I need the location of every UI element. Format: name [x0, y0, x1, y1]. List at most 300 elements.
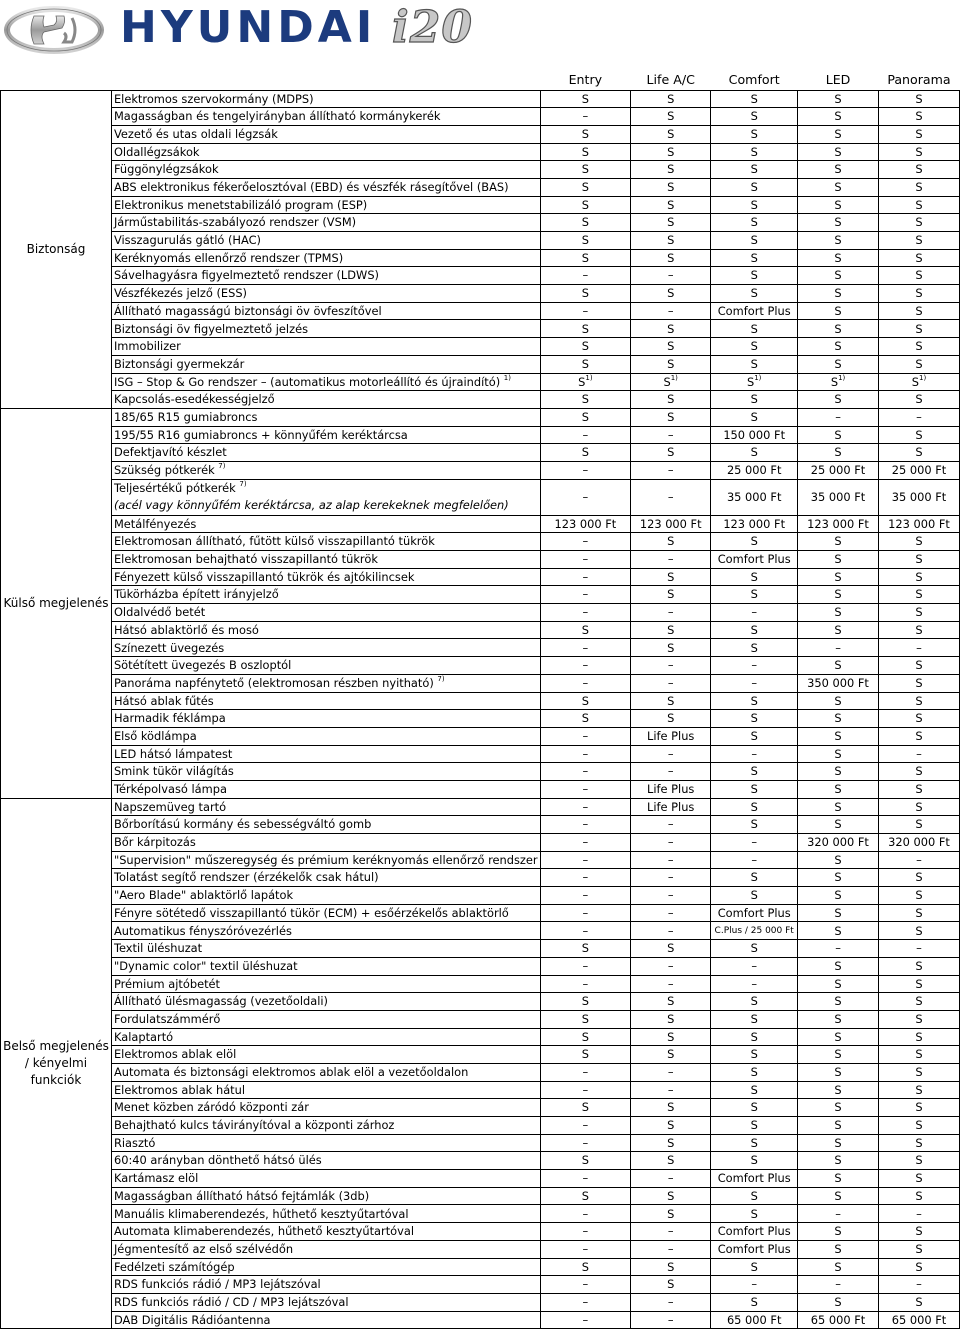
- table-row: [1, 285, 960, 303]
- value-cell: [711, 214, 798, 232]
- value-cell: [878, 1240, 959, 1258]
- value-cell: [631, 108, 711, 126]
- feature-cell: [111, 869, 540, 887]
- feature-name: Tolatást segítő rendszer (érzékelők csak hátul): [113, 870, 379, 885]
- value-cell: [711, 533, 798, 551]
- feature-name: Fedélzeti számítógép: [113, 1259, 235, 1274]
- value-text: Comfort Plus: [717, 303, 791, 318]
- table-row: [1, 568, 960, 586]
- value-cell: [711, 143, 798, 161]
- value-cell: [540, 1099, 631, 1117]
- value-text: 123 000 Ft: [639, 516, 702, 531]
- value-cell: [878, 1276, 959, 1294]
- value-text: S: [667, 286, 675, 301]
- value-text: S: [581, 91, 589, 106]
- value-cell: [798, 1276, 879, 1294]
- value-cell: [798, 302, 879, 320]
- value-cell: [540, 975, 631, 993]
- value-text: –: [667, 1312, 674, 1327]
- value-text: S: [834, 1082, 842, 1097]
- value-text: S: [581, 1011, 589, 1026]
- value-text: S: [915, 552, 923, 567]
- value-cell: [878, 957, 959, 975]
- value-cell: [540, 426, 631, 444]
- value-cell: [798, 1117, 879, 1135]
- value-cell: [798, 108, 879, 126]
- value-text: –: [667, 764, 674, 779]
- value-text: 25 000 Ft: [810, 463, 866, 478]
- value-text: S: [667, 1259, 675, 1274]
- value-text: S: [750, 1294, 758, 1309]
- value-cell: [878, 515, 959, 533]
- table-row: [1, 551, 960, 569]
- value-text: –: [582, 1065, 589, 1080]
- value-text: S: [581, 941, 589, 956]
- value-text: Comfort Plus: [717, 1224, 791, 1239]
- value-cell: [631, 1258, 711, 1276]
- value-text: –: [667, 746, 674, 761]
- feature-cell: [111, 657, 540, 675]
- feature-name: Riasztó: [113, 1135, 156, 1150]
- value-cell: [540, 408, 631, 426]
- value-text: –: [667, 1065, 674, 1080]
- value-cell: [631, 1276, 711, 1294]
- value-text: S: [834, 427, 842, 442]
- value-cell: [540, 798, 631, 816]
- feature-cell: [111, 1311, 540, 1329]
- table-row: [1, 1258, 960, 1276]
- value-cell: [878, 639, 959, 657]
- value-cell: [540, 674, 631, 692]
- value-cell: [540, 285, 631, 303]
- feature-cell: [111, 1258, 540, 1276]
- value-cell: [798, 426, 879, 444]
- feature-name: Fényre sötétedő visszapillantó tükör (ECM) + esőérzékelős ablaktörlő: [113, 905, 509, 920]
- feature-name: Menet közben záródó központi zár: [113, 1100, 309, 1115]
- value-cell: [711, 479, 798, 515]
- value-text: S: [915, 923, 923, 938]
- value-cell: [631, 957, 711, 975]
- value-cell: [878, 922, 959, 940]
- feature-name: Elektromos ablak hátul: [113, 1082, 246, 1097]
- value-cell: [631, 90, 711, 108]
- value-cell: [798, 798, 879, 816]
- value-cell: [711, 1046, 798, 1064]
- value-cell: [631, 621, 711, 639]
- value-text: 123 000 Ft: [554, 516, 617, 531]
- value-cell: [798, 586, 879, 604]
- feature-cell: [111, 515, 540, 533]
- value-cell: [631, 479, 711, 515]
- value-text: S: [750, 1082, 758, 1097]
- value-text: S: [915, 286, 923, 301]
- feature-name: Biztonsági öv figyelmeztető jelzés: [113, 321, 309, 336]
- feature-cell: [111, 780, 540, 798]
- value-cell: [798, 1099, 879, 1117]
- feature-name: Prémium ajtóbetét: [113, 976, 221, 991]
- feature-name: Textil üléshuzat: [113, 941, 203, 956]
- value-cell: [631, 178, 711, 196]
- value-text: S: [834, 782, 842, 797]
- table-row: [1, 1187, 960, 1205]
- feature-name: Elektromos ablak elöl: [113, 1047, 237, 1062]
- value-text: S: [667, 162, 675, 177]
- value-text: Life Plus: [647, 799, 695, 814]
- value-cell: [878, 727, 959, 745]
- value-cell: [540, 834, 631, 852]
- feature-cell: [111, 1223, 540, 1241]
- feature-cell: [111, 1170, 540, 1188]
- model-name: i20: [392, 2, 473, 53]
- table-row: [1, 975, 960, 993]
- value-text: S: [915, 711, 923, 726]
- value-cell: [631, 604, 711, 622]
- value-text: –: [751, 976, 758, 991]
- feature-name: Járműstabilitás-szabályozó rendszer (VSM): [113, 215, 357, 230]
- value-cell: [631, 515, 711, 533]
- value-text: –: [751, 1277, 758, 1292]
- value-cell: [540, 604, 631, 622]
- value-cell: [540, 161, 631, 179]
- value-text: –: [582, 1206, 589, 1221]
- value-cell: [798, 780, 879, 798]
- category-label: Belső megjelenés / kényelmi funkciók: [1, 798, 112, 1329]
- value-text: S: [915, 994, 923, 1009]
- value-text: S: [915, 534, 923, 549]
- value-text: S: [667, 215, 675, 230]
- value-cell: [711, 657, 798, 675]
- value-cell: [798, 232, 879, 250]
- value-text: S: [915, 888, 923, 903]
- table-row: [1, 763, 960, 781]
- value-cell: [878, 108, 959, 126]
- value-cell: [878, 1170, 959, 1188]
- value-cell: [798, 816, 879, 834]
- value-text: S: [915, 1118, 923, 1133]
- value-text: S: [834, 1224, 842, 1239]
- value-text: S: [834, 746, 842, 761]
- value-text: S: [834, 215, 842, 230]
- column-header: Entry: [568, 72, 603, 87]
- value-text: S: [750, 622, 758, 637]
- feature-cell: [111, 267, 540, 285]
- value-text: S: [578, 374, 586, 389]
- value-text: S: [750, 782, 758, 797]
- header-blank: [1, 72, 112, 90]
- value-cell: [798, 461, 879, 479]
- table-row: [1, 355, 960, 373]
- feature-cell: [111, 940, 540, 958]
- value-text: S: [750, 1011, 758, 1026]
- column-header: Panorama: [887, 72, 951, 87]
- value-text: S: [834, 197, 842, 212]
- value-text: –: [582, 605, 589, 620]
- value-cell: [711, 1311, 798, 1329]
- feature-cell: [111, 161, 540, 179]
- value-text: S: [915, 180, 923, 195]
- value-text: S: [750, 1047, 758, 1062]
- value-cell: [711, 1099, 798, 1117]
- value-cell: [631, 285, 711, 303]
- value-text: S: [915, 675, 923, 690]
- value-cell: [631, 816, 711, 834]
- value-cell: [878, 851, 959, 869]
- value-cell: [878, 780, 959, 798]
- feature-cell: [111, 763, 540, 781]
- value-cell: [798, 178, 879, 196]
- value-text: –: [751, 835, 758, 850]
- value-text: S: [834, 534, 842, 549]
- feature-name: Tükörházba épített irányjelző: [113, 587, 279, 602]
- value-text: S: [667, 109, 675, 124]
- value-text: S: [915, 587, 923, 602]
- value-cell: [878, 408, 959, 426]
- feature-name: Sötétített üvegezés B oszloptól: [113, 658, 292, 673]
- header-blank: [111, 72, 540, 90]
- value-text: S: [667, 587, 675, 602]
- value-cell: [878, 710, 959, 728]
- feature-cell: [111, 178, 540, 196]
- feature-cell: [111, 551, 540, 569]
- feature-cell: [111, 727, 540, 745]
- value-cell: [711, 851, 798, 869]
- value-text: S: [915, 250, 923, 265]
- feature-cell: [111, 957, 540, 975]
- value-text: S: [746, 374, 755, 389]
- value-text: S: [663, 374, 671, 389]
- value-text: S: [750, 569, 758, 584]
- value-cell: [631, 196, 711, 214]
- value-text: S: [915, 91, 923, 106]
- value-text: S: [581, 356, 589, 371]
- value-cell: [878, 214, 959, 232]
- value-text: –: [582, 463, 589, 478]
- value-cell: [540, 125, 631, 143]
- value-text: S: [915, 976, 923, 991]
- feature-cell: [111, 302, 540, 320]
- feature-cell: [111, 922, 540, 940]
- value-text: S: [834, 233, 842, 248]
- value-cell: [798, 479, 879, 515]
- value-cell: [878, 479, 959, 515]
- feature-cell: [111, 1293, 540, 1311]
- value-text: S: [667, 356, 675, 371]
- value-text: S: [667, 250, 675, 265]
- feature-name: Állítható ülésmagasság (vezetőoldali): [113, 994, 329, 1009]
- feature-cell: [111, 285, 540, 303]
- feature-name: Napszemüveg tartó: [113, 799, 227, 814]
- value-text: S: [834, 321, 842, 336]
- value-cell: [711, 373, 798, 391]
- feature-name: Kalaptartó: [113, 1029, 174, 1044]
- feature-name: "Dynamic color" textil üléshuzat: [113, 958, 298, 973]
- value-text: S: [834, 587, 842, 602]
- table-row: [1, 1223, 960, 1241]
- value-text: S: [581, 1029, 589, 1044]
- value-text: S: [834, 923, 842, 938]
- value-text: S: [911, 374, 919, 389]
- value-cell: [631, 1117, 711, 1135]
- value-text: 123 000 Ft: [888, 516, 950, 531]
- value-cell: [798, 515, 879, 533]
- value-text: S: [915, 728, 923, 743]
- value-cell: [878, 816, 959, 834]
- value-cell: [878, 604, 959, 622]
- value-cell: [631, 657, 711, 675]
- value-cell: [798, 408, 879, 426]
- value-cell: [878, 249, 959, 267]
- value-text: –: [751, 658, 758, 673]
- table-row: [1, 444, 960, 462]
- value-text: S: [834, 852, 842, 867]
- footnote-marker: 1): [838, 373, 846, 382]
- value-text: S: [750, 640, 758, 655]
- value-text: S: [667, 392, 675, 407]
- value-cell: [711, 249, 798, 267]
- feature-name: Állítható magasságú biztonsági öv övfeszítővel: [113, 303, 382, 318]
- value-text: S: [750, 994, 758, 1009]
- category-label: Külső megjelenés: [1, 408, 112, 798]
- value-cell: [798, 533, 879, 551]
- value-cell: [878, 125, 959, 143]
- feature-name: Fényezett külső visszapillantó tükrök és ajtókilincsek: [113, 569, 415, 584]
- value-text: S: [750, 1259, 758, 1274]
- value-cell: [631, 975, 711, 993]
- value-text: –: [667, 923, 674, 938]
- value-text: S: [581, 711, 589, 726]
- value-text: S: [834, 91, 842, 106]
- feature-name: Teljesértékű pótkerék: [113, 481, 236, 496]
- table-row: [1, 461, 960, 479]
- value-cell: [711, 869, 798, 887]
- value-text: S: [834, 1153, 842, 1168]
- feature-name: Immobilizer: [113, 339, 181, 354]
- value-cell: [711, 887, 798, 905]
- feature-name: 185/65 R15 gumiabroncs: [113, 409, 258, 424]
- value-cell: [798, 922, 879, 940]
- value-text: 35 000 Ft: [810, 489, 866, 504]
- table-row: [1, 391, 960, 409]
- value-cell: [711, 178, 798, 196]
- value-text: 65 000 Ft: [810, 1312, 866, 1327]
- feature-name: Sávelhagyásra figyelmeztető rendszer (LDWS): [113, 268, 379, 283]
- value-cell: [798, 621, 879, 639]
- feature-cell: [111, 1046, 540, 1064]
- value-cell: [631, 444, 711, 462]
- table-row: [1, 515, 960, 533]
- value-cell: [798, 763, 879, 781]
- value-text: S: [915, 392, 923, 407]
- value-text: S: [834, 303, 842, 318]
- value-text: S: [834, 1188, 842, 1203]
- value-text: S: [915, 958, 923, 973]
- value-text: S: [750, 888, 758, 903]
- value-cell: [631, 214, 711, 232]
- value-cell: [711, 1223, 798, 1241]
- value-text: S: [581, 126, 589, 141]
- value-cell: [631, 338, 711, 356]
- feature-cell: [111, 1205, 540, 1223]
- value-cell: [711, 745, 798, 763]
- value-text: S: [581, 1188, 589, 1203]
- value-cell: [798, 444, 879, 462]
- value-cell: [540, 444, 631, 462]
- value-text: –: [582, 888, 589, 903]
- feature-cell: [111, 604, 540, 622]
- value-cell: [711, 780, 798, 798]
- value-text: S: [834, 658, 842, 673]
- value-cell: [878, 1028, 959, 1046]
- feature-name: Vezető és utas oldali légzsák: [113, 126, 278, 141]
- value-cell: [631, 904, 711, 922]
- value-text: S: [915, 356, 923, 371]
- value-cell: [798, 1134, 879, 1152]
- value-text: –: [667, 605, 674, 620]
- value-text: –: [916, 640, 922, 655]
- value-cell: [631, 355, 711, 373]
- feature-cell: [111, 674, 540, 692]
- value-cell: [711, 355, 798, 373]
- value-cell: [798, 1152, 879, 1170]
- value-cell: [631, 1063, 711, 1081]
- table-row: [1, 834, 960, 852]
- table-row: [1, 1205, 960, 1223]
- value-cell: [540, 1046, 631, 1064]
- feature-cell: [111, 1063, 540, 1081]
- value-text: S: [834, 1241, 842, 1256]
- value-text: S: [834, 1065, 842, 1080]
- value-text: –: [835, 941, 841, 956]
- value-cell: [540, 1152, 631, 1170]
- value-cell: [631, 143, 711, 161]
- feature-cell: [111, 1010, 540, 1028]
- value-cell: [711, 727, 798, 745]
- value-cell: [878, 568, 959, 586]
- value-text: S: [834, 605, 842, 620]
- value-cell: [540, 391, 631, 409]
- table-row: [1, 586, 960, 604]
- value-text: Comfort Plus: [717, 1171, 791, 1186]
- value-text: –: [582, 923, 589, 938]
- value-text: S: [915, 905, 923, 920]
- column-header: LED: [825, 72, 851, 87]
- value-text: –: [582, 268, 589, 283]
- feature-cell: [111, 479, 540, 515]
- value-text: S: [834, 958, 842, 973]
- value-cell: [711, 568, 798, 586]
- value-cell: [711, 993, 798, 1011]
- value-cell: [798, 869, 879, 887]
- table-row: [1, 125, 960, 143]
- table-row: [1, 816, 960, 834]
- value-text: S: [667, 994, 675, 1009]
- value-cell: [540, 515, 631, 533]
- value-text: –: [667, 1082, 674, 1097]
- value-text: S: [581, 994, 589, 1009]
- value-cell: [798, 1170, 879, 1188]
- feature-cell: [111, 320, 540, 338]
- table-row: [1, 692, 960, 710]
- value-text: S: [750, 321, 758, 336]
- value-text: 123 000 Ft: [723, 516, 786, 531]
- table-row: [1, 1276, 960, 1294]
- value-text: S: [915, 870, 923, 885]
- value-cell: [540, 1187, 631, 1205]
- table-row: [1, 1117, 960, 1135]
- table-row: [1, 1081, 960, 1099]
- feature-name: "Supervision" műszeregység és prémium keréknyomás ellenőrző rendszer: [113, 852, 538, 867]
- table-row: [1, 780, 960, 798]
